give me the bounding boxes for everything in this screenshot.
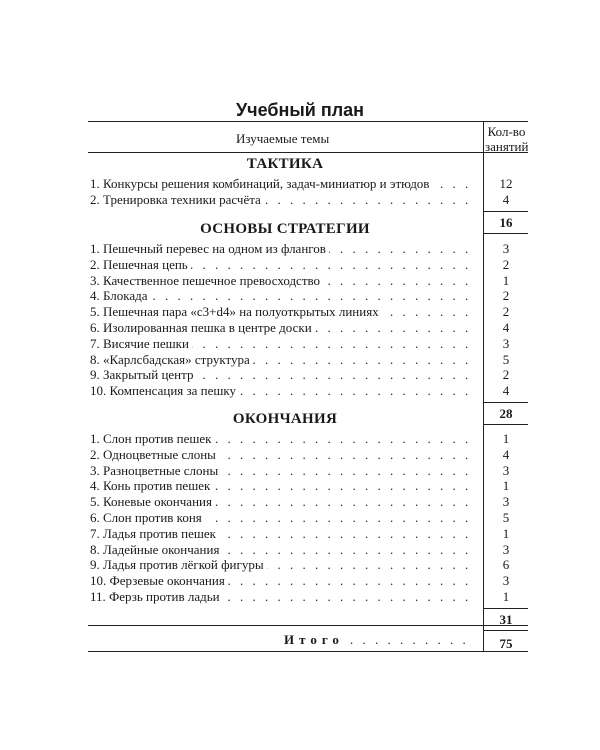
column-header-topics: Изучаемые темы	[236, 131, 330, 146]
list-item: 1. Пешечный перевес на одном из флангов	[90, 241, 329, 257]
section-total: 16	[499, 214, 513, 230]
item-count: 3	[502, 241, 510, 256]
section-total-bottom-border	[483, 233, 528, 234]
grand-total-top-border	[88, 625, 528, 626]
item-count: 3	[502, 541, 510, 557]
section-heading: ОКОНЧАНИЯ	[232, 411, 338, 427]
column-divider	[483, 121, 484, 651]
item-count: 6	[502, 557, 510, 573]
list-item: 11. Ферзь против ладьи	[90, 589, 223, 605]
list-item: 2. Пешечная цепь	[90, 257, 191, 273]
header-bottom-border	[88, 152, 528, 153]
section-heading: ТАКТИКА	[246, 156, 324, 172]
item-count: 3	[502, 494, 510, 510]
list-item: 6. Изолированная пешка в центре доски	[90, 320, 315, 336]
section-total-bottom-border	[483, 630, 528, 631]
list-item: 4. Конь против пешек	[90, 478, 213, 494]
list-item: 6. Слон против коня	[90, 510, 205, 526]
section-total-border	[483, 211, 528, 212]
table-top-border	[88, 121, 528, 122]
item-count: 2	[502, 288, 510, 304]
item-count: 4	[502, 320, 510, 335]
list-item: 9. Закрытый центр	[90, 367, 196, 383]
item-count: 2	[502, 256, 510, 272]
item-count: 1	[502, 478, 510, 494]
item-count: 1	[502, 589, 510, 604]
item-count: 4	[502, 446, 510, 462]
item-count: 3	[502, 462, 510, 478]
item-count: 4	[502, 191, 510, 207]
item-count: 3	[502, 335, 510, 351]
item-count: 1	[502, 272, 510, 288]
list-item: 4. Блокада	[90, 288, 151, 304]
grand-total-leader-dots	[350, 632, 476, 648]
item-count: 1	[502, 525, 510, 541]
section-total: 28	[499, 406, 513, 421]
item-count: 4	[502, 383, 510, 399]
column-header-count-line2: занятий	[485, 139, 529, 154]
section-total-border	[483, 402, 528, 403]
list-item: 1. Слон против пешек	[90, 431, 215, 447]
item-count: 5	[502, 510, 510, 525]
list-item: 2. Одноцветные слоны	[90, 447, 219, 463]
item-count: 2	[502, 367, 510, 383]
list-item: 8. «Карлсбадская» структура	[90, 352, 253, 368]
list-item: 5. Коневые окончания	[90, 494, 215, 510]
item-count: 5	[502, 351, 510, 367]
section-heading: ОСНОВЫ СТРАТЕГИИ	[200, 221, 370, 237]
item-count: 12	[499, 176, 513, 191]
list-item: 2. Тренировка техники расчёта	[90, 192, 264, 208]
list-item: 3. Качественное пешечное превосходство	[90, 273, 323, 289]
list-item: 9. Ладья против лёгкой фигуры	[90, 557, 267, 573]
grand-total-label: Итого	[284, 632, 344, 647]
grand-total-value: 75	[499, 636, 513, 651]
list-item: 10. Компенсация за пешку	[90, 383, 239, 399]
item-count: 2	[502, 304, 510, 320]
section-total-bottom-border	[483, 424, 528, 425]
list-item: 8. Ладейные окончания	[90, 542, 222, 558]
item-count: 3	[502, 573, 510, 589]
list-item: 3. Разноцветные слоны	[90, 463, 221, 479]
list-item: 10. Ферзевые окончания	[90, 573, 228, 589]
list-item: 7. Ладья против пешек	[90, 526, 219, 542]
section-total: 31	[499, 611, 513, 627]
section-total-border	[483, 608, 528, 609]
column-header-count-line1: Кол-во	[487, 124, 526, 139]
table-bottom-border	[88, 651, 528, 652]
list-item: 5. Пешечная пара «c3+d4» на полуоткрытых линиях	[90, 304, 382, 320]
item-count: 1	[502, 431, 510, 446]
list-item: 1. Конкурсы решения комбинаций, задач-миниатюр и этюдов	[90, 176, 432, 192]
list-item: 7. Висячие пешки	[90, 336, 192, 352]
page-title: Учебный план	[235, 100, 365, 120]
